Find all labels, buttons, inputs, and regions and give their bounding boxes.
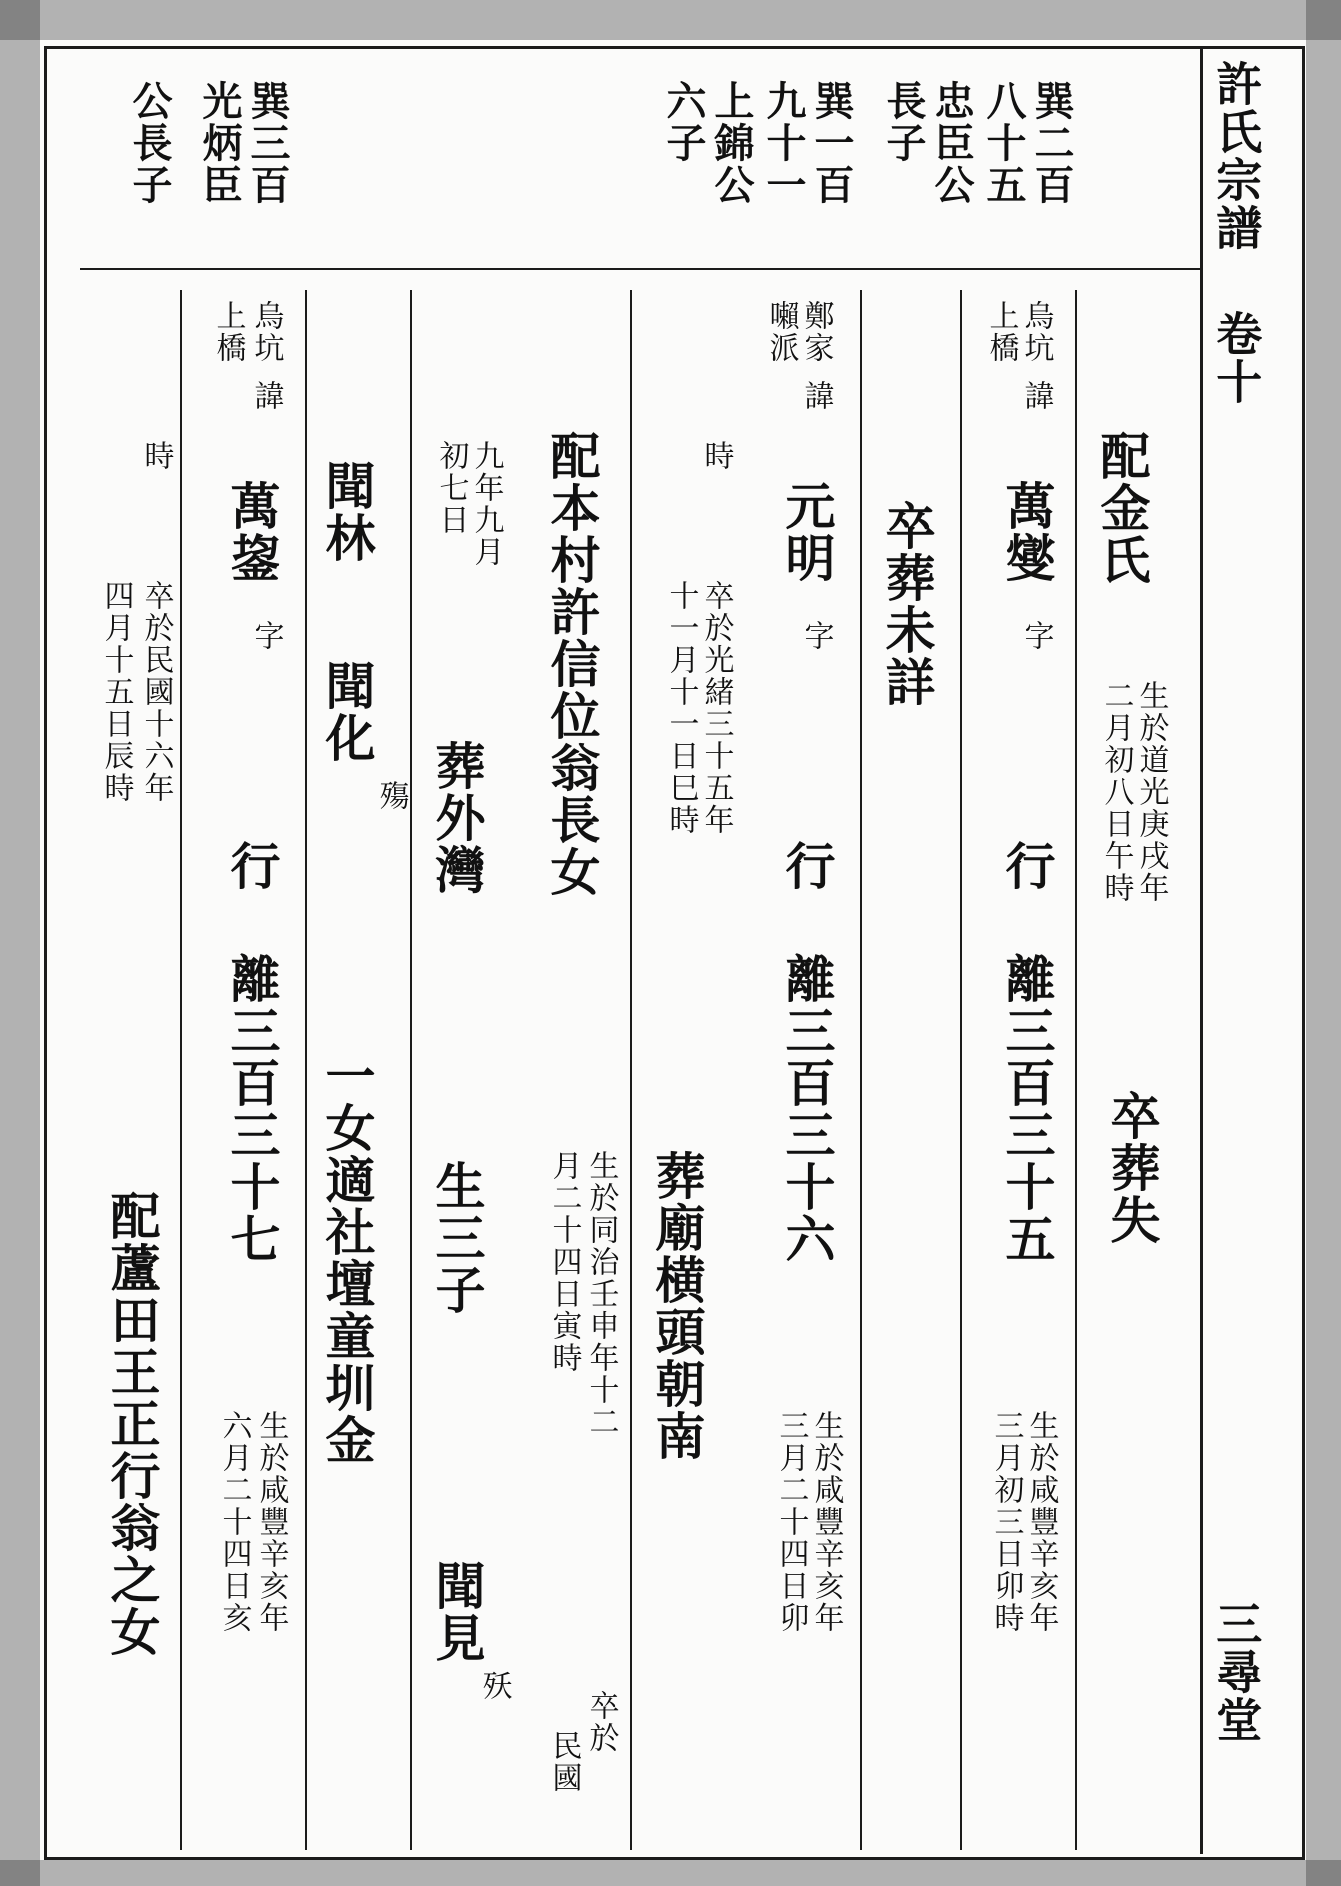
record-1-death: 卒葬未詳 [877,500,937,708]
record-separator-1 [1075,290,1077,1850]
record-1-spouse-birth-a: 生於道光庚戌年 [1133,680,1169,904]
top-entry-4-line2: 六子 [660,80,707,164]
top-entry-5-line2: 光炳臣 [196,80,243,206]
record-2-origin-a: 鄭家 [798,300,834,364]
record-2-son3: 聞見 [427,1560,487,1664]
record-3-death-b: 四月十五日辰時 [98,580,134,804]
record-3-birth-b: 六月二十四日亥 [216,1410,252,1634]
record-2-spouse-birth-a: 生於同治壬申年十二 [583,1150,619,1438]
record-separator-4 [630,290,632,1850]
record-3-birth-a: 生於咸豐辛亥年 [253,1410,289,1634]
scan-edge-right [1306,0,1341,1886]
header-rule [1200,46,1203,1854]
record-1-name-prefix: 諱 [1018,380,1054,412]
record-3-death-time: 時 [138,440,174,472]
record-2-birth-a: 生於咸豐辛亥年 [808,1410,844,1634]
record-1-name: 萬燮 [997,480,1057,584]
record-separator-5 [410,290,412,1850]
record-2-burial: 葬廟横頭朝南 [647,1150,707,1462]
top-entry-3-line1: 巽一百 [808,80,855,206]
record-2-name-suffix: 字 [798,620,834,652]
record-2-name-prefix: 諱 [798,380,834,412]
top-entry-3-line2: 九十一 [760,80,807,206]
record-2-rank: 行 離三百三十六 [777,840,837,1265]
record-3-spouse: 配蘆田王正行翁之女 [102,1190,162,1658]
record-1-birth-a: 生於咸豐辛亥年 [1023,1410,1059,1634]
record-2-spouse-death-b: 民國 [546,1730,582,1794]
top-entry-2-line2: 長子 [880,80,927,164]
record-separator-6 [305,290,307,1850]
record-3-son2: 聞化 [317,660,377,764]
section-divider [80,268,1200,270]
record-1-birth-b: 三月初三日卯時 [988,1410,1024,1634]
record-1-spouse-death: 卒葬失 [1102,1090,1162,1246]
record-2-birth-b: 三月二十四日卯 [773,1410,809,1634]
record-1-origin-a: 烏坑 [1018,300,1054,364]
top-entry-4-line1: 上錦公 [708,80,755,206]
record-2-death-b: 十一月十一日巳時 [663,580,699,836]
hall-name: 三尋堂 [1209,1600,1264,1744]
top-entry-5-line1: 巽三百 [244,80,291,206]
record-2-origin-b: 𡃤派 [763,300,799,364]
record-2-spouse: 配本村許信位翁長女 [542,430,602,898]
record-separator-2 [960,290,962,1850]
scan-edge-left [0,0,40,1886]
record-3-daughter: 一女適社壇童圳金 [317,1050,377,1466]
record-3-origin-a: 烏坑 [248,300,284,364]
volume-label: 卷十 [1209,310,1264,406]
top-entry-2-line1: 忠臣公 [928,80,975,206]
record-2-spouse-birth-b: 月二十四日寅時 [546,1150,582,1374]
record-3-rank: 行 離三百三十七 [222,840,282,1265]
top-entry-1-line2: 八十五 [980,80,1027,206]
record-2-sons: 生三子 [427,1160,487,1316]
book-title: 許氏宗譜 [1209,60,1264,252]
record-separator-7 [180,290,182,1850]
record-3-name: 萬鋆 [222,480,282,584]
record-2-spouse-death-d: 初七日 [433,440,469,536]
record-2-spouse-burial: 葬外灣 [427,740,487,896]
scan-edge-top [0,0,1341,40]
scan-edge-bottom [0,1860,1341,1886]
record-2-son3-note: 殀 [476,1670,512,1702]
top-entry-6-line1: 公長子 [126,80,173,206]
record-2-name: 元明 [777,480,837,584]
record-1-origin-b: 上橋 [983,300,1019,364]
record-3-son1: 聞林 [317,460,377,564]
record-3-death-a: 卒於民國十六年 [138,580,174,804]
record-1-spouse-birth-b: 二月初八日午時 [1098,680,1134,904]
record-3-name-suffix: 字 [248,620,284,652]
record-2-spouse-death-a: 卒於 [583,1690,619,1754]
record-3-name-prefix: 諱 [248,380,284,412]
record-separator-3 [860,290,862,1850]
record-1-name-suffix: 字 [1018,620,1054,652]
record-3-origin-b: 上橋 [210,300,246,364]
record-2-spouse-death-c: 九年九月 [468,440,504,568]
record-2-death-a: 卒於光緒三十五年 [698,580,734,836]
record-1-spouse: 配金氏 [1092,430,1152,586]
record-2-death-time: 時 [698,440,734,472]
record-1-rank: 行 離三百三十五 [997,840,1057,1265]
record-3-son2-note: 殤 [373,780,409,812]
top-entry-1-line1: 巽二百 [1028,80,1075,206]
